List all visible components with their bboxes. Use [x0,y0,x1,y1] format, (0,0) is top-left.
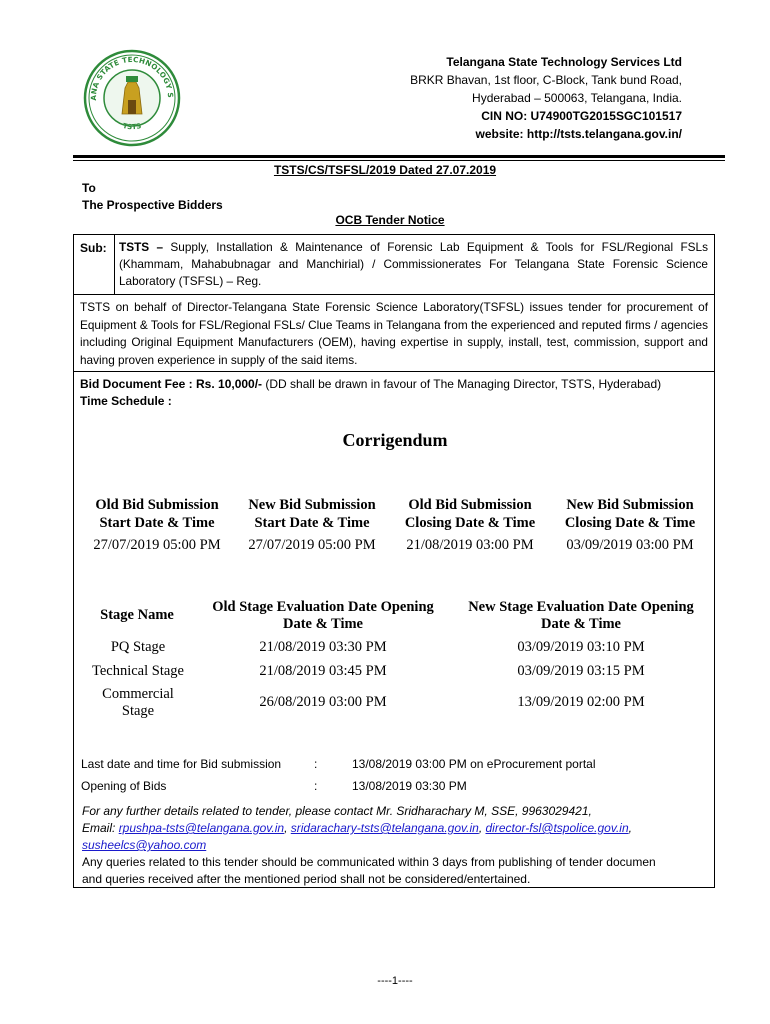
stage-line: Commercial [102,686,174,702]
last-date-label: Last date and time for Bid submission [81,757,282,771]
header-line: New Bid Submission [566,497,694,513]
bid-old-closing-value: 21/08/2019 03:00 PM [406,537,534,553]
header-rule-thin [73,160,725,161]
bid-header-new-closing [555,496,705,532]
fee-label: Bid Document Fee : Rs. 10,000/- [80,377,263,391]
stage-technical-old: 21/08/2019 03:45 PM [259,663,387,679]
header-line: Closing Date & Time [564,515,696,531]
header-line: New Bid Submission [248,497,376,513]
svg-text:TSTS: TSTS [121,121,143,132]
contact-section: For any further details related to tender, please contact Mr. Sridharachary M, SSE, 9963029421, Email: rpushpa-tsts@telangana.gov.in, sridarachary-tsts@telangana.gov.in, director-fsl@tspolice.gov.in, susheelcs@yahoo.com [82,804,632,852]
bid-new-start-value: 27/07/2019 05:00 PM [248,537,376,553]
header-line: Date & Time [282,616,363,632]
stage-technical: Technical Stage [92,663,184,679]
bid-header-old-start [82,496,232,532]
opening-label: Opening of Bids [81,779,167,793]
website: website: http://tsts.telangana.gov.in/ [475,127,682,141]
header-rule-thick [73,155,725,158]
addressee [82,180,223,214]
email-link-director-fsl[interactable]: director-fsl@tspolice.gov.in [485,821,629,835]
header-line: Closing Date & Time [404,515,536,531]
subject-text [119,239,708,290]
new-eval-header [451,599,711,633]
contact-line: For any further details related to tender, please contact Mr. Sridharachary M, SSE, 9963029421, [82,804,592,818]
separator: , [478,821,486,835]
stage-technical-new: 03/09/2019 03:15 PM [517,663,645,679]
tsts-seal-icon [82,48,182,148]
svg-text:TELANGANA STATE TECHNOLOGY SER: ANA STATE TECHNOLOGY S [88,54,176,101]
header-line: Old Bid Submission [95,497,219,513]
cin-number: CIN NO: U74900TG2015SGC101517 [481,109,682,123]
prospective-bidders: The Prospective Bidders [82,198,223,212]
header-line: Old Bid Submission [408,497,532,513]
to-label: To [82,181,96,195]
subject-prefix: TSTS – [119,240,164,254]
address-line-1: BRKR Bhavan, 1st floor, C-Block, Tank bund Road, [410,73,682,87]
separator: , [284,821,291,835]
email-link-rpushpa[interactable]: rpushpa-tsts@telangana.gov.in [118,821,285,835]
email-link-susheelcs[interactable]: susheelcs@yahoo.com [82,838,207,852]
header-line: Start Date & Time [99,515,215,531]
header-line: Old Stage Evaluation Date Opening [212,599,434,615]
subject-label: Sub: [80,241,107,255]
subject-divider [114,234,115,295]
tsts-logo [82,48,182,148]
queries-line-2: and queries received after the mentioned period shall not be considered/entertained. [82,872,531,886]
old-eval-header [193,599,453,633]
bid-header-old-closing [395,496,545,532]
queries-note [82,854,722,888]
subject-body: Supply, Installation & Maintenance of Forensic Lab Equipment & Tools for FSL/Regional FSLs (Khammam, Mahabubnagar and Manchirial) / Commissionerates For Telangana State Forensic Science Laboratory (TSFSL) – Reg. [119,240,708,288]
company-info [410,53,682,143]
opening-colon: : [314,779,318,793]
fee-note: (DD shall be drawn in favour of The Managing Director, TSTS, Hyderabad) [262,377,662,391]
header-line: Start Date & Time [254,515,370,531]
notice-title: OCB Tender Notice [335,213,445,227]
stage-name-header: Stage Name [100,607,174,623]
stage-pq: PQ Stage [110,639,166,655]
email-link-sridarachary[interactable]: sridarachary-tsts@telangana.gov.in [290,821,479,835]
fee-section [80,376,661,410]
last-date-value: 13/08/2019 03:00 PM on eProcurement portal [352,757,596,771]
reference-number: TSTS/CS/TSFSL/2019 Dated 27.07.2019 [273,163,497,177]
bid-new-closing-value: 03/09/2019 03:00 PM [566,537,694,553]
header-line: New Stage Evaluation Date Opening [468,599,694,615]
stage-pq-old: 21/08/2019 03:30 PM [259,639,387,655]
bid-old-start-value: 27/07/2019 05:00 PM [93,537,221,553]
description-divider [73,371,715,372]
page-number: ----1---- [377,975,413,987]
stage-pq-new: 03/09/2019 03:10 PM [517,639,645,655]
email-label: Email: [82,821,119,835]
last-date-colon: : [314,757,318,771]
tender-description: TSTS on behalf of Director-Telangana State Forensic Science Laboratory(TSFSL) issues tender for procurement of Equipment & Tools for FSL/Regional FSLs/ Clue Teams in Telangana from the experienced and reputed firms / agencies including Original Equipment Manufacturers (OEM), having expertise in supply, install, test, commission, support and having proven experience in supply of the said items. [80,300,708,367]
stage-line: Stage [121,703,155,719]
time-schedule-label: Time Schedule : [80,394,172,408]
company-name: Telangana State Technology Services Ltd [446,55,682,69]
queries-line-1: Any queries related to this tender should be communicated within 3 days from publishing of tender documen [82,855,656,869]
stage-commercial-new: 13/09/2019 02:00 PM [517,694,645,710]
opening-value: 13/08/2019 03:30 PM [352,779,467,793]
stage-commercial-old: 26/08/2019 03:00 PM [259,694,387,710]
stage-commercial [82,686,194,720]
corrigendum-title: Corrigendum [342,430,448,450]
header-line: Date & Time [540,616,621,632]
bid-header-new-start [237,496,387,532]
address-line-2: Hyderabad – 500063, Telangana, India. [472,91,682,105]
